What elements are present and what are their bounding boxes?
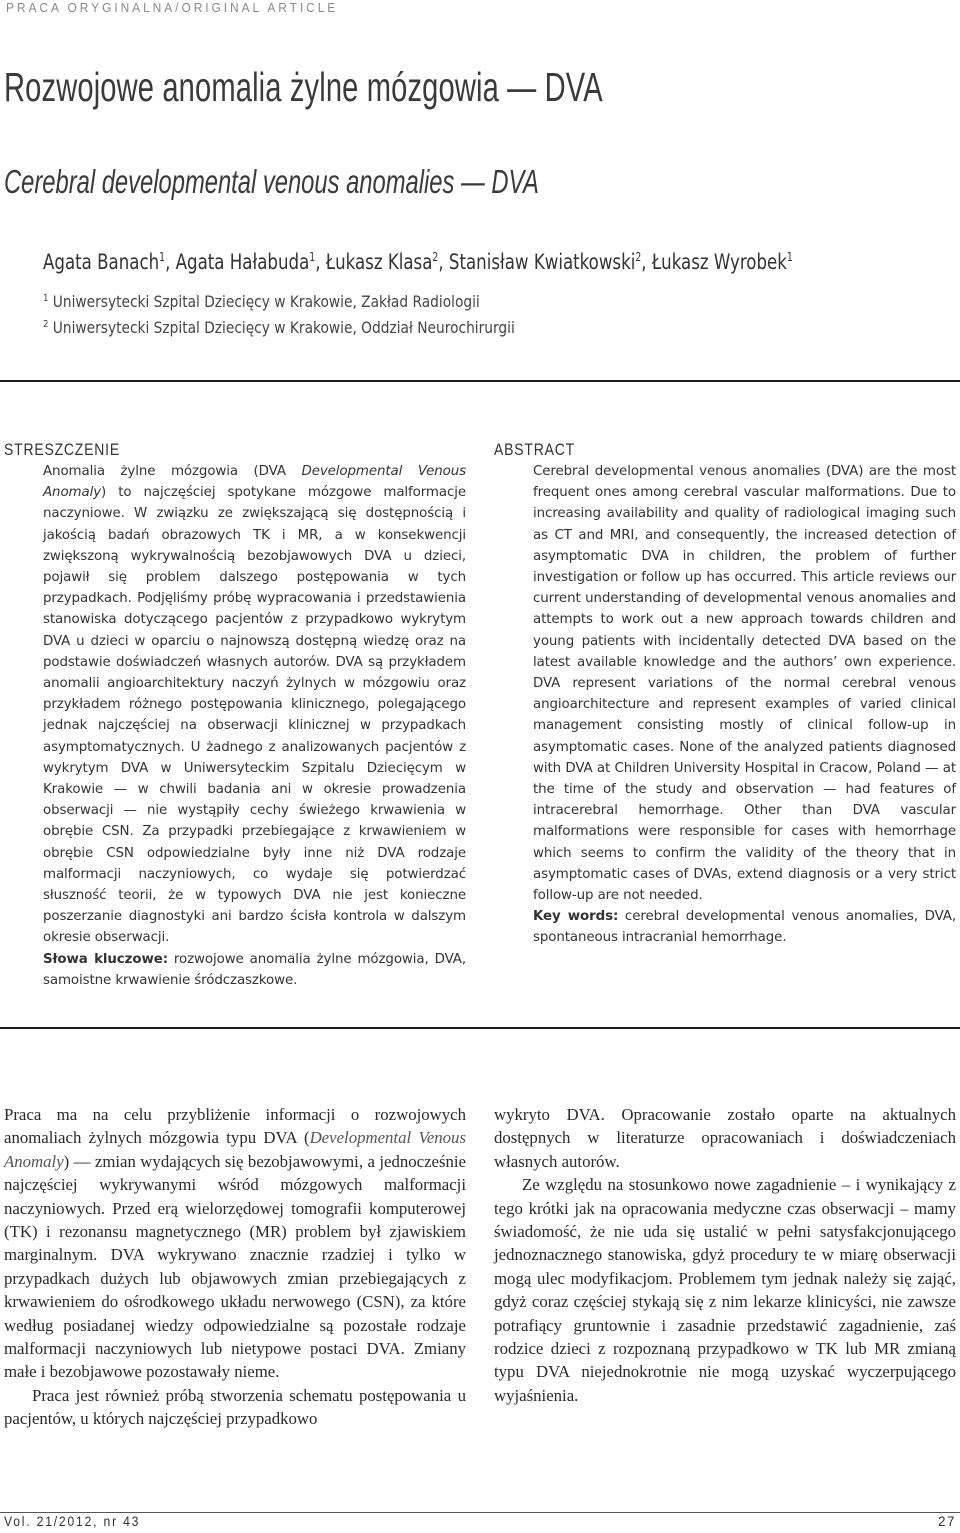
abstract-divider (0, 1027, 960, 1029)
author-name: Stanisław Kwiatkowski (448, 250, 636, 276)
affiliation-text: Uniwersytecki Szpital Dziecięcy w Krakowie, Zakład Radiologii (52, 292, 480, 311)
body-column-left (4, 1103, 466, 1431)
abstract-text (533, 461, 956, 949)
article-title-pl: Rozwojowe anomalia żylne mózgowia — DVA (4, 64, 603, 110)
author-affiliation-mark: 1 (159, 250, 166, 264)
streszczenie-keywords: rozwojowe anomalia żylne mózgowia, DVA, samoistne krwawienie śródczaszkowe. (43, 951, 466, 988)
author-separator: , (438, 250, 449, 276)
article-type-kicker: PRACA ORYGINALNA/ORIGINAL ARTICLE (6, 0, 339, 15)
affiliation-number: 2 (43, 318, 49, 330)
body-column-right (494, 1103, 956, 1407)
streszczenie-heading: STRESZCZENIE (4, 440, 120, 459)
author-name: Łukasz Wyrobek (651, 250, 787, 276)
author-affiliation-mark: 2 (635, 250, 642, 264)
author-name: Łukasz Klasa (325, 250, 433, 276)
author-separator: , (165, 250, 176, 276)
body-paragraph-1a: Praca ma na celu przybliżenie informacji o rozwojowych anomaliach żylnych mózgowia typu DVA ( (4, 1105, 466, 1148)
body-paragraph-2: Praca jest również próbą stworzenia schematu postępowania u pacjentów, u których najczęściej przypadkowo (4, 1385, 466, 1429)
abstract-body: Cerebral developmental venous anomalies (DVA) are the most frequent ones among cerebral vascular malformations. Due to increasing availability and quality of radiological imaging such as CT and MRI, and consequently, the increased detection of asymptomatic DVA in children, the problem of further investigation or follow up has occurred. This article reviews our current understanding of developmental venous anomalies and attempts to work out a new approach towards children and young patients with incidentally detected DVA based on the latest available knowledge and the authors’ own experience. DVA represent variations of the normal cerebral venous angioarchitecture and represent examples of varied clinical management consisting mostly of clinical follow-up in asymptomatic cases. None of the analyzed patients diagnosed with DVA at Children University Hospital in Cracow, Poland — at the time of the study and observation — had features of intracerebral hemorrhage. Other than DVA vascular malformations were responsible for cases with hemorrhage which seems to confirm the validity of the theory that in asymptomatic cases of DVAs, extend diagnosis or a very strict follow-up are not needed. (533, 464, 956, 904)
author-name: Agata Banach (43, 250, 160, 276)
abstract-keywords-label: Key words: (533, 909, 619, 925)
footer-divider (0, 1512, 960, 1513)
author-list (43, 250, 793, 275)
author-name: Agata Hałabuda (175, 250, 310, 276)
body-term: Developmental Venous Anomaly (4, 1128, 466, 1171)
body-paragraph-1b: ) — zmian wydających się bezobjawowymi, a jednocześnie najczęściej wykrywanymi wśród mózgowych malformacji naczyniowych. Przed erą wielorzędowej tomografii komputerowej (TK) i rezonansu magnetycznego (MR) problem był zjawiskiem marginalnym. DVA wykrywano znacznie rzadziej i tylko w przypadkach dużych lub objawowych zmian przebiegających z krwawieniem do ośrodkowego układu nerwowego (CSN), za które według posiadanej wiedzy odpowiedzialne są pozostałe rodzaje malformacji naczyniowych lub nietypowe postaci DVA. Zmiany małe i bezobjawowe pozostawały nieme. (4, 1151, 466, 1382)
author-affiliation-mark: 1 (309, 250, 316, 264)
streszczenie-intro: Anomalia żylne mózgowia (DVA (43, 464, 302, 479)
author-separator: , (641, 250, 652, 276)
header-divider (0, 380, 960, 382)
streszczenie-body: ) to najczęściej spotykane mózgowe malformacje naczyniowe. W związku ze zwiększającą się dostępnością i jakością badań obrazowych TK i MR, a w konsekwencji zwiększoną wykrywalnością bezobjawowych DVA u dzieci, pojawił się problem dalszego postępowania w tych przypadkach. Podjęliśmy próbę wypracowania i przedstawienia stanowiska dotyczącego pacjentów z przypadkowo wykrytym DVA u dzieci w oparciu o najnowszą dostępną wiedzę oraz na podstawie doświadczeń własnych autorów. DVA są przykładem anomalii angioarchitektury naczyń żylnych w mózgowiu oraz przykładem różnego postępowania klinicznego, polegającego jednak najczęściej na obserwacji klinicznej w przypadkach asymptomatycznych. U żadnego z analizowanych pacjentów z wykrytym DVA w Uniwersyteckim Szpitalu Dziecięcym w Krakowie — w chwili badania ani w okresie prowadzenia obserwacji — nie wystąpiły cechy świeżego krwawienia w obrębie CSN. Za przypadki przebiegające z krwawieniem w obrębie CSN odpowiedzialne były inne niż DVA rodzaje malformacji naczyniowych, co wydaje się potwierdzać słuszność teorii, że w typowych DVA nie jest konieczne poszerzanie diagnostyki ani bardzo ścisła kontrola w dalszym okresie obserwacji. (43, 485, 466, 946)
author-separator: , (315, 250, 326, 276)
article-title-en: Cerebral developmental venous anomalies — DVA (4, 163, 539, 200)
page-number: 27 (937, 1514, 956, 1529)
streszczenie-text (43, 461, 466, 991)
streszczenie-term: Developmental Venous Anomaly (43, 464, 466, 501)
author-affiliation-mark: 2 (432, 250, 439, 264)
journal-volume: Vol. 21/2012, nr 43 (4, 1514, 141, 1529)
affiliation-1 (43, 292, 480, 311)
abstract-keywords: cerebral developmental venous anomalies, DVA, spontaneous intracranial hemorrhage. (533, 909, 956, 946)
affiliation-2 (43, 318, 515, 337)
abstract-heading: ABSTRACT (494, 440, 575, 459)
affiliation-number: 1 (43, 292, 49, 304)
streszczenie-keywords-label: Słowa kluczowe: (43, 951, 168, 967)
body-paragraph-4: Ze względu na stosunkowo nowe zagadnienie – i wynikający z tego krótki jak na opracowania medyczne czas obserwacji – mamy świadomość, że nie uda się ustalić w pełni satysfakcjonującego jednoznacznego stanowiska, gdyż procedury te w miarę obserwacji mogą ulec modyfikacjom. Problemem tym jednak należy się zająć, gdyż coraz częściej stykają się z nim lekarze klinicyści, nie zawsze potrafiący gruntownie i zasadnie przedstawić zagadnienie, zaś rodzice dzieci z rozpoznaną przypadkowo w TK lub MR zmianą typu DVA niejednokrotnie nie mogą uzyskać wyczerpującego wyjaśnienia. (494, 1175, 956, 1405)
author-affiliation-mark: 1 (786, 250, 793, 264)
body-paragraph-3: wykryto DVA. Opracowanie zostało oparte na aktualnych dostępnych w literaturze opracowaniach i doświadczeniach własnych autorów. (494, 1105, 956, 1171)
affiliation-text: Uniwersytecki Szpital Dziecięcy w Krakowie, Oddział Neurochirurgii (52, 318, 515, 337)
